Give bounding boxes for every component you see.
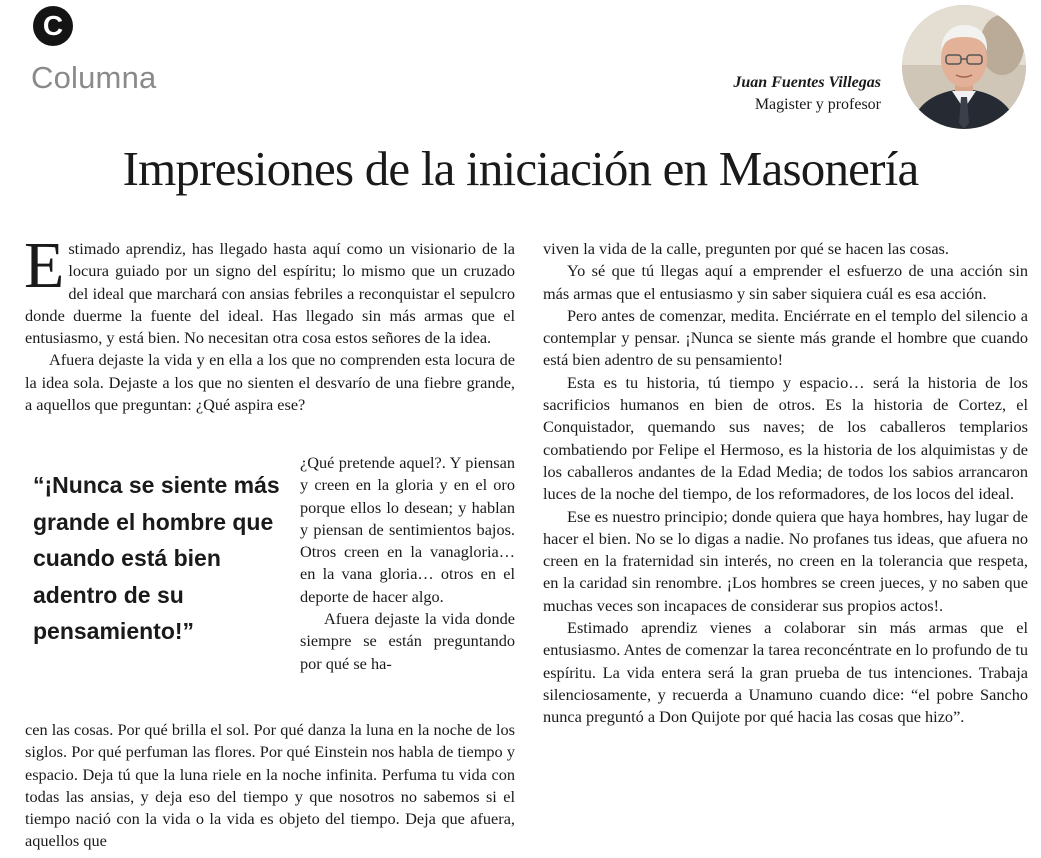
article-column-1-wrap <box>300 452 515 675</box>
author-photo <box>902 5 1026 129</box>
paragraph-4: Yo sé que tú llegas aquí a emprender el esfuerzo de una acción sin más armas que el entusiasmo y sin saber siquiera cuál es esa acción. <box>543 261 1028 303</box>
paragraph-3-end: viven la vida de la calle, pregunten por qué se hacen las cosas. <box>543 239 949 258</box>
author-portrait-illustration <box>902 5 1026 129</box>
paragraph-1: stimado aprendiz, has llegado hasta aquí como un visionario de la locura guiado por un signo del espíritu; lo mismo que un cruzado del ideal que marchará con ansias febriles a reconquistar el sepulcro donde duerme la fuente del ideal. Has llegado sin más armas que el entusiasmo, y está bien. No necesitan otra cosa estos señores de la idea. <box>25 239 515 348</box>
drop-cap: E <box>24 229 65 302</box>
article-headline: Impresiones de la iniciación en Masonería <box>122 141 919 196</box>
paragraph-2: Afuera dejaste la vida y en ella a los que no comprenden esta locura de la idea sola. Dejaste a los que no sienten el desvarío de una fiebre grande, a aquellos que preguntan: ¿Qué aspira ese? <box>25 350 515 415</box>
article-column-1-bottom <box>25 719 515 853</box>
paragraph-3-cont: cen las cosas. Por qué brilla el sol. Por qué danza la luna en la noche de los siglos. Por qué perfuman las flores. Por qué Einstein nos habla de tiempo y espacio. Deja tú que la luna riele en la noche infinita. Perfuma tu vida con todas las ansias, y deja eso del tiempo y que nosotros no sabemos si el tiempo nació con la vida o la vida es objeto del tiempo. Deja que afuera, aquellos que <box>25 720 515 851</box>
paragraph-7: Ese es nuestro principio; donde quiera que haya hombres, hay lugar de hacer el bien. No se lo digas a nadie. No profanes tus ideas, que afuera no creen en la fraternidad sin interés, no creen en la tolerancia que respeta, en la caridad sin renombre. ¡Los hombres se creen jueces, y no saben que muchas veces son incapaces de considerar sus propios actos!. <box>543 506 1028 615</box>
author-name: Juan Fuentes Villegas <box>733 74 881 91</box>
author-role: Magister y profesor <box>754 96 881 113</box>
section-badge: C <box>33 6 73 46</box>
article-column-2 <box>543 238 1028 729</box>
paragraph-2-cont: ¿Qué pretende aquel?. Y piensan y creen en la gloria y en el oro porque ellos lo desean; y hablan y piensan de sentimientos bajos. Otros creen en la vanagloria… en la vana gloria… otros en el deporte de hacer algo. <box>300 453 515 606</box>
pull-quote: “¡Nunca se siente más grande el hombre que cuando está bien adentro de su pensamiento!” <box>33 472 280 644</box>
article-column-1-top <box>24 229 515 416</box>
section-label: Columna <box>31 60 157 95</box>
paragraph-6: Esta es tu historia, tú tiempo y espacio… será la historia de los sacrificios humanos en bien de otros. Es la historia de Cortez, el Conquistador, quemando sus naves; de los caballeros templarios combatiendo por Felipe el Hermoso, es la historia de los alquimistas y de los caballeros andantes de la Edad Media; de todos los sabios arrancaron luces de la noche del tiempo, de los reformadores, de los locos del ideal. <box>543 372 1028 504</box>
author-byline <box>733 72 881 116</box>
paragraph-8: Estimado aprendiz vienes a colaborar sin más armas que el entusiasmo. Antes de comenzar la tarea reconcéntrate en lo profundo de tu espíritu. La vida entera será la gran prueba de tus intenciones. Trabaja silenciosamente, y recuerda a Unamuno cuando dice: “el pobre Sancho nunca preguntó a Don Quijote por qué hacia las cosas que hizo”. <box>543 618 1028 727</box>
paragraph-3: Afuera dejaste la vida donde siempre se están preguntando por qué se ha- <box>300 609 515 673</box>
paragraph-5: Pero antes de comenzar, medita. Enciérrate en el templo del silencio a contemplar y pensar. ¡Nunca se siente más grande el hombre que cuando está bien adentro de su pensamiento! <box>543 305 1028 370</box>
